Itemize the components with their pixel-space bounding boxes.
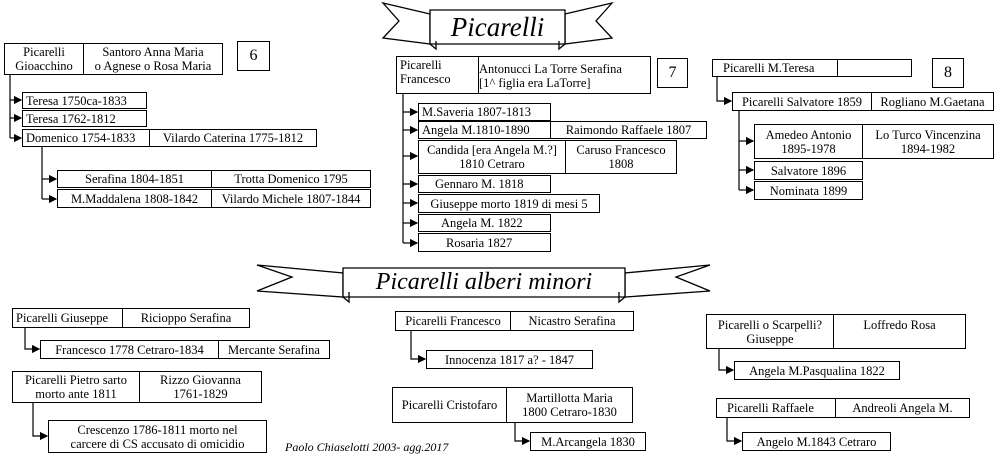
author-credit: Paolo Chiaselotti 2003- agg.2017 <box>285 440 449 454</box>
spouse-name: Santoro Anna Maria <box>102 45 204 59</box>
tree7-child: Angela M. 1822 <box>418 214 551 232</box>
minor-scarpelli-child: Angela M.Pasqualina 1822 <box>734 361 900 380</box>
tree8-grandchild <box>754 124 863 159</box>
spouse-name: 1894-1982 <box>900 141 956 156</box>
minor-raffaele-child: Angelo M.1843 Cetraro <box>742 432 891 451</box>
connector-arrow <box>25 327 39 349</box>
minor-francesco-spouse: Nicastro Serafina <box>510 311 634 331</box>
tree7-root-person <box>396 56 479 94</box>
person-name: 1810 Cetraro <box>459 157 525 171</box>
tree6-grandchild-spouse: Vilardo Michele 1807-1844 <box>211 189 371 208</box>
diagram-title: Picarelli <box>450 12 545 42</box>
spouse-name: Antonucci La Torre Serafina <box>479 61 622 76</box>
spouse-name: 1800 Cetraro-1830 <box>522 405 617 419</box>
tree7-child <box>418 140 566 174</box>
tree8-child-spouse: Rogliano M.Gaetana <box>871 92 994 111</box>
tree7-child: Angela M.1810-1890 <box>418 121 551 139</box>
person-name: Picarelli Pietro sarto <box>24 373 128 387</box>
person-name: Gioacchino <box>15 59 73 73</box>
tree6-child: Teresa 1762-1812 <box>22 110 147 127</box>
spouse-name: Caruso Francesco <box>576 143 666 157</box>
tree6-root-spouse <box>83 43 223 75</box>
tree8-grandchild-spouse <box>862 124 994 159</box>
minor-raffaele-person: Picarelli Raffaele <box>716 398 836 418</box>
tree8-grandchild: Salvatore 1896 <box>754 161 863 180</box>
person-name: Amedeo Antonio <box>765 127 852 142</box>
tree-number: 6 <box>237 41 270 71</box>
person-name: Picarelli o Scarpelli? <box>717 317 823 332</box>
person-name: Picarelli <box>23 45 65 59</box>
minor-francesco-person: Picarelli Francesco <box>395 311 511 331</box>
connector-arrow <box>411 330 425 359</box>
tree7-root-spouse <box>478 56 651 94</box>
minor-scarpelli-person <box>706 314 834 349</box>
person-name: Candida [era Angela M.?] <box>427 143 557 157</box>
tree6-grandchild: Serafina 1804-1851 <box>57 170 212 188</box>
minor-pietro-spouse <box>139 371 262 403</box>
minor-raffaele-spouse: Andreoli Angela M. <box>835 398 970 418</box>
person-name: carcere di CS accusato di omicidio <box>70 436 245 451</box>
connector-arrow <box>33 402 47 436</box>
tree6-child: Teresa 1750ca-1833 <box>22 92 147 109</box>
minor-scarpelli-spouse: Loffredo Rosa <box>833 314 966 349</box>
tree6-root-person <box>4 43 84 75</box>
minor-giuseppe-spouse: Ricioppo Serafina <box>122 308 250 328</box>
minor-giuseppe-child-spouse: Mercante Serafina <box>218 340 330 359</box>
tree6-grandchild: M.Maddalena 1808-1842 <box>57 189 212 208</box>
tree6-child-spouse: Vilardo Caterina 1775-1812 <box>149 129 317 147</box>
tree7-child: Gennaro M. 1818 <box>418 175 551 193</box>
person-name: morto ante 1811 <box>35 387 117 401</box>
connector-arrow <box>719 348 733 370</box>
connector-arrow <box>727 417 741 441</box>
spouse-name: 1761-1829 <box>173 387 228 401</box>
person-name: 1895-1978 <box>781 141 836 156</box>
spouse-name: [1^ figlia era LaTorre] <box>479 75 591 90</box>
tree-number: 7 <box>657 58 688 88</box>
spouse-name: Martillotta Maria <box>526 391 613 405</box>
tree7-child: Rosaria 1827 <box>418 233 551 252</box>
person-name: Picarelli <box>400 58 442 72</box>
minor-pietro-person <box>12 371 140 403</box>
person-name: Crescenzo 1786-1811 morto nel <box>77 422 238 437</box>
spouse-name: 1808 <box>608 157 634 171</box>
diagram-subtitle: Picarelli alberi minori <box>375 269 593 295</box>
tree7-child: M.Saveria 1807-1813 <box>418 103 551 121</box>
tree-number: 8 <box>932 58 964 88</box>
person-name: Francesco <box>400 72 451 86</box>
person-name: Giuseppe <box>746 331 794 346</box>
tree7-child-spouse: Raimondo Raffaele 1807 <box>550 121 707 139</box>
minor-pietro-child <box>48 420 267 453</box>
spouse-name: Rizzo Giovanna <box>160 373 241 387</box>
tree8-child: Picarelli Salvatore 1859 <box>732 92 872 111</box>
tree8-grandchild: Nominata 1899 <box>754 181 863 200</box>
tree8-root-extension <box>837 59 912 77</box>
tree6-grandchild-spouse: Trotta Domenico 1795 <box>211 170 371 188</box>
tree7-child: Giuseppe morto 1819 di mesi 5 <box>418 194 600 213</box>
minor-giuseppe-child: Francesco 1778 Cetraro-1834 <box>40 340 219 359</box>
minor-giuseppe-person: Picarelli Giuseppe <box>12 308 123 328</box>
tree7-child-spouse <box>565 140 677 174</box>
minor-cristofaro-spouse <box>506 387 633 423</box>
minor-cristofaro-child: M.Arcangela 1830 <box>530 432 646 451</box>
spouse-name: Lo Turco Vincenzina <box>875 127 981 142</box>
tree6-child: Domenico 1754-1833 <box>22 129 150 147</box>
connector-arrow <box>515 422 529 441</box>
minor-francesco-child: Innocenza 1817 a? - 1847 <box>426 350 593 369</box>
minor-cristofaro-person: Picarelli Cristofaro <box>392 387 507 423</box>
spouse-name: o Agnese o Rosa Maria <box>94 59 212 73</box>
connector-arrow <box>717 76 731 101</box>
tree8-root-person: Picarelli M.Teresa <box>712 59 838 77</box>
